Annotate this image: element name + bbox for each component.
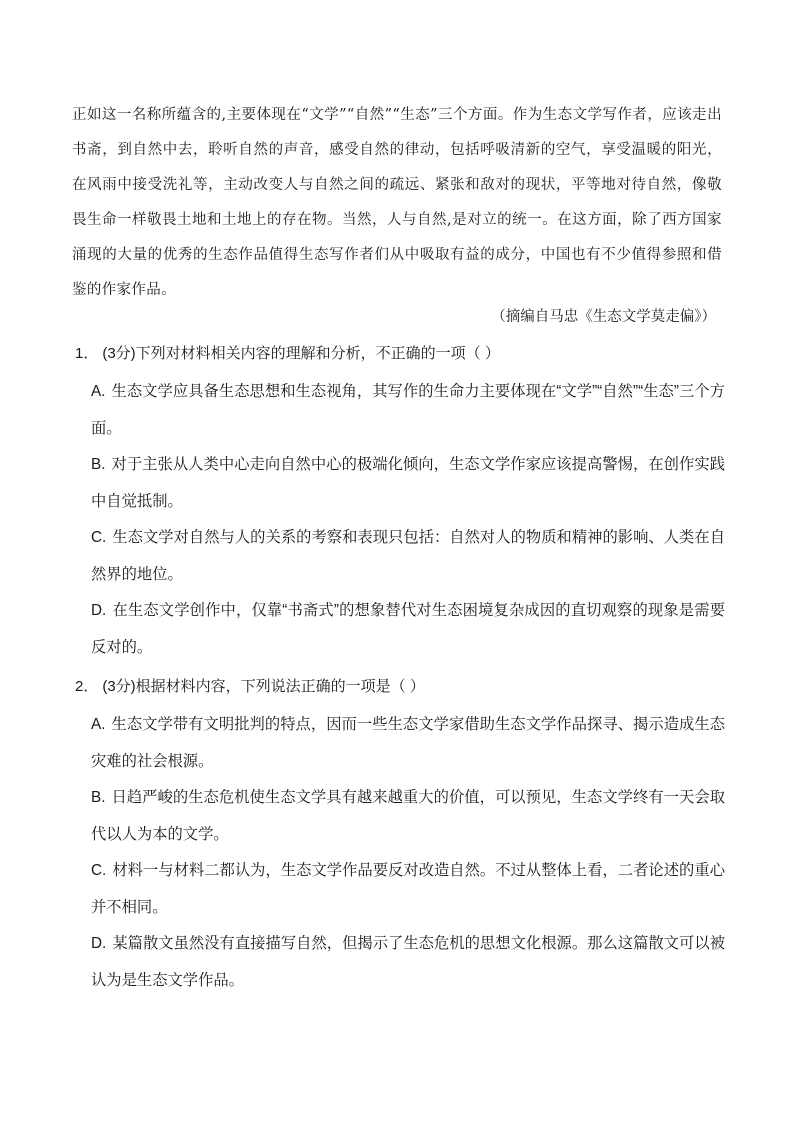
question-number: 1． [75,345,99,362]
option-text: 生态文学对自然与人的关系的考察和表现只包括：自然对人的物质和精神的影响、人类在自然界的地位。 [91,529,725,583]
passage-source: （摘编自马忠《生态文学莫走偏》） [491,309,716,325]
option-text: 生态文学带有文明批判的特点，因而一些生态文学家借助生态文学作品探寻、揭示造成生态灾难的社会根源。 [91,716,725,770]
option-text: 某篇散文虽然没有直接描写自然，但揭示了生态危机的思想文化根源。那么这篇散文可以被认为是生态文学作品。 [91,935,725,989]
option-text: 对于主张从人类中心走向自然中心的极端化倾向，生态文学作家应该提高警惕，在创作实践中自觉抵制。 [91,456,725,510]
option-letter: B. [91,456,106,473]
question-text: (3分)根据材料内容，下列说法正确的一项是（ ） [102,678,425,695]
option-letter: B. [91,789,106,806]
option-list [91,374,725,666]
question-text: (3分)下列对材料相关内容的理解和分析，不正确的一项（ ） [102,345,500,362]
option-d[interactable] [91,593,725,666]
option-text: 生态文学应具备生态思想和生态视角，其写作的生命力主要体现在“文学”“自然”“生态”三个方面。 [91,383,725,437]
option-list [91,707,725,999]
option-a[interactable] [91,374,725,447]
option-a[interactable] [91,707,725,780]
question-stem [75,670,725,703]
option-b[interactable] [91,780,725,853]
option-d[interactable] [91,926,725,999]
option-letter: D. [91,602,107,619]
question-1 [75,337,725,666]
option-letter: A. [91,383,106,400]
option-c[interactable] [91,853,725,926]
option-letter: D. [91,935,107,952]
reading-passage: 正如这一名称所蕴含的,主要体现在“文学”“自然”“生态”三个方面。作为生态文学写作者，应该走出书斋，到自然中去，聆听自然的声音，感受自然的律动，包括呼吸清新的空气，享受温暖的阳光，在风雨中接受洗礼等，主动改变人与自然之间的疏远、紧张和敌对的现状，平等地对待自然，像敬畏生命一样敬畏土地和土地上的存在物。当然，人与自然,是对立的统一。在这方面，除了西方国家涌现的大量的优秀的生态作品值得生态写作者们从中吸取有益的成分，中国也有不少值得参照和借鉴的作家作品。 [72,107,722,298]
option-text: 在生态文学创作中，仅靠“书斋式”的想象替代对生态困境复杂成因的直切观察的现象是需要反对的。 [91,602,725,656]
option-letter: A. [91,716,106,733]
option-b[interactable] [91,447,725,520]
option-c[interactable] [91,520,725,593]
option-letter: C. [91,862,107,879]
question-stem [75,337,725,370]
option-letter: C. [91,529,107,546]
question-2 [75,670,725,999]
option-text: 日趋严峻的生态危机使生态文学具有越来越重大的价值，可以预见，生态文学终有一天会取代以人为本的文学。 [91,789,725,843]
option-text: 材料一与材料二都认为，生态文学作品要反对改造自然。不过从整体上看，二者论述的重心并不相同。 [91,862,725,916]
question-number: 2． [75,678,99,695]
